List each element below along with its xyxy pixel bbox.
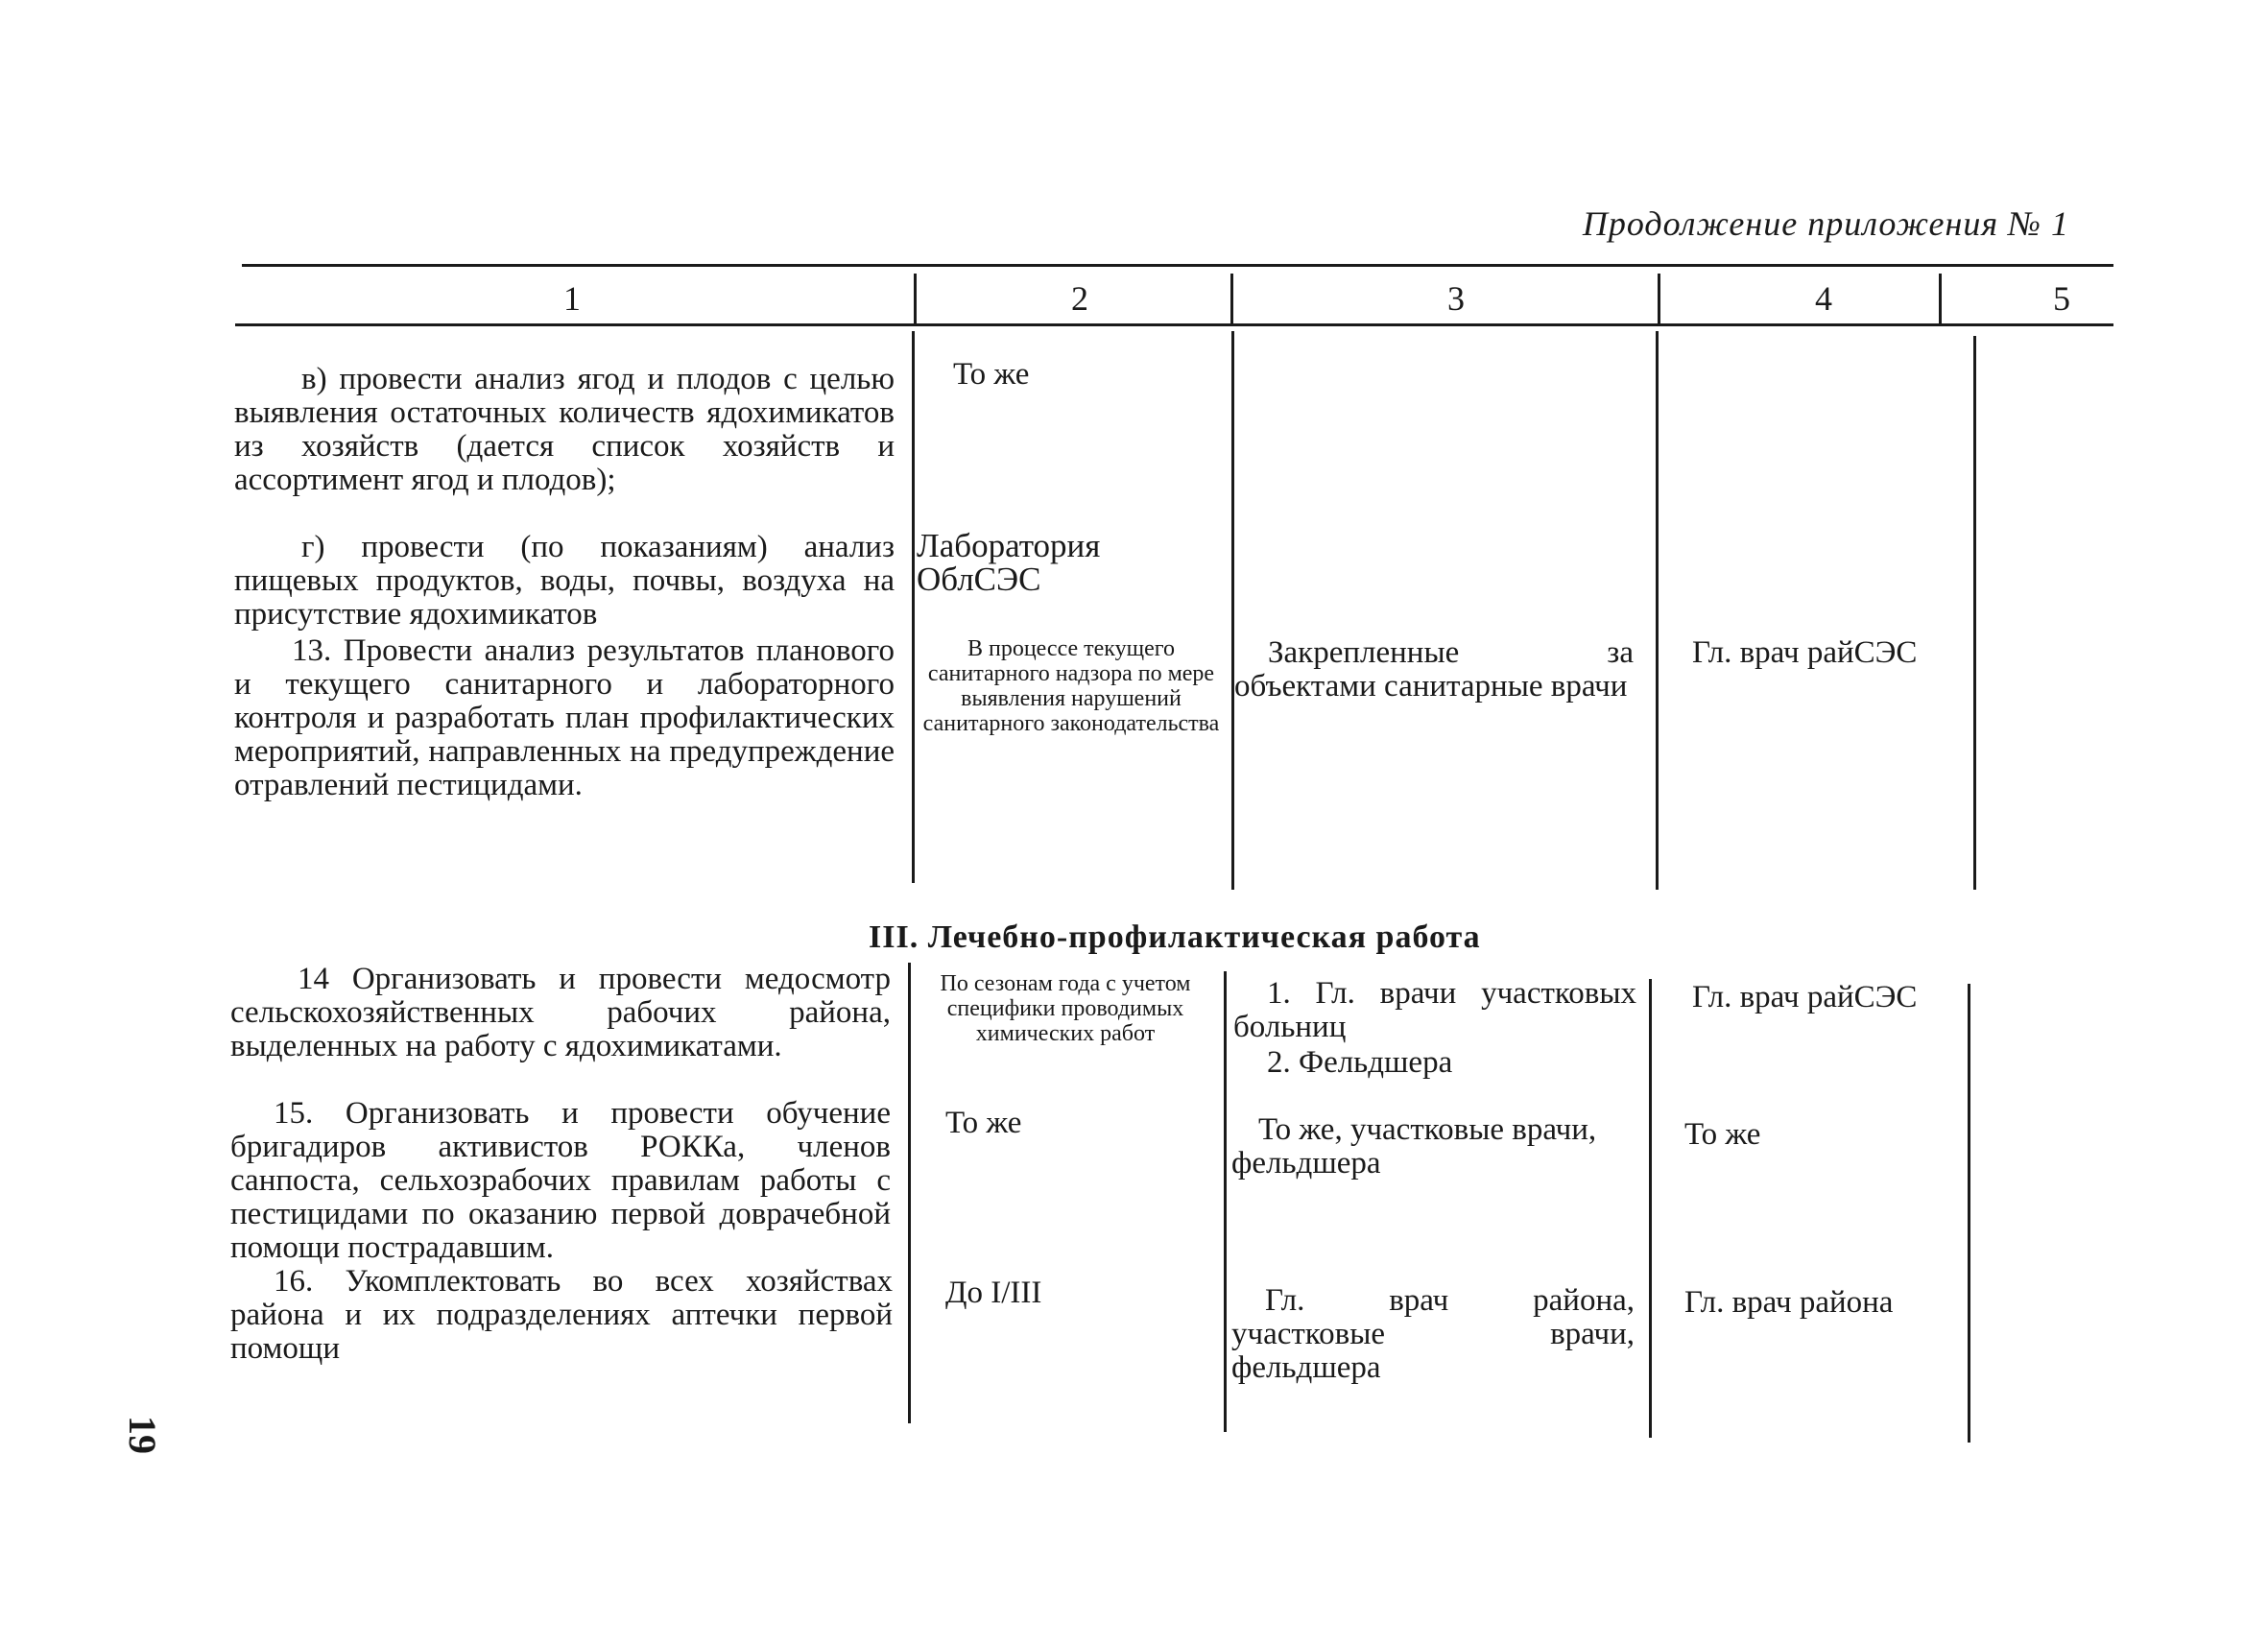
part1-divider-3	[1656, 331, 1659, 890]
row-16-control: Гл. врач района	[1684, 1285, 1894, 1320]
row-13-term: В процессе текущего санитарного надзора по мере выявления нарушений санитарного законодательства	[922, 636, 1220, 736]
row-14-responsible-1: 1. Гл. врачи участковых больниц	[1233, 976, 1636, 1044]
row-13-responsible: Закрепленные за объектами санитарные врачи	[1234, 635, 1634, 704]
row-13-control: Гл. врач райСЭС	[1692, 635, 1918, 670]
section-title: III. Лечебно-профилактическая работа	[869, 919, 1481, 955]
row-15-term: То же	[945, 1106, 1022, 1140]
row-14-term: По сезонам года с учетом специфики проводимых химических работ	[940, 971, 1191, 1046]
row-a-task: в) провести анализ ягод и плодов с целью выявления остаточных количеств ядохимикатов из хозяйств (дается список хозяйств и ассортимент ягод и плодов);	[234, 362, 895, 497]
part1-divider-2	[1231, 331, 1234, 890]
column-number-5: 5	[2053, 279, 2070, 318]
row-15-responsible: То же, участковые врачи, фельдшера	[1231, 1112, 1597, 1181]
table-header-rule	[235, 323, 2113, 326]
row-b-task: г) провести (по показаниям) анализ пищевых продуктов, воды, почвы, воздуха на присутствие ядохимикатов	[234, 530, 895, 632]
part2-divider-3	[1649, 979, 1652, 1438]
row-14-task: 14 Организовать и провести медосмотр сельскохозяйственных рабочих района, выделенных на работу с ядохимикатами.	[230, 962, 891, 1063]
running-head: Продолжение приложения № 1	[1582, 204, 2069, 243]
row-15-control: То же	[1684, 1117, 1761, 1152]
row-16-task: 16. Укомплектовать во всех хозяйствах района и их подразделениях аптечки первой помощи	[230, 1264, 893, 1366]
row-a-term: То же	[953, 357, 1030, 392]
header-divider-4	[1939, 274, 1942, 323]
header-divider-2	[1230, 274, 1233, 323]
column-number-1: 1	[563, 279, 581, 318]
row-13-task: 13. Провести анализ результатов планового и текущего санитарного и лабораторного контроля и разработать план профилактических мероприятий, направленных на предупреждение отравлений пестицидами.	[234, 633, 895, 802]
row-14-control: Гл. врач райСЭС	[1692, 980, 1918, 1014]
page-number: 19	[121, 1416, 164, 1454]
column-number-3: 3	[1447, 279, 1465, 318]
row-15-task: 15. Организовать и провести обучение бригадиров активистов РОККа, членов санпоста, сельхозрабочих правилам работы с пестицидами по оказанию первой доврачебной помощи пострадавшим.	[230, 1096, 891, 1265]
part1-divider-1	[912, 331, 915, 883]
table-top-rule	[242, 264, 2113, 267]
part2-divider-4	[1968, 984, 1970, 1443]
column-number-4: 4	[1815, 279, 1832, 318]
row-14-responsible	[1233, 977, 1636, 1080]
part1-divider-4	[1973, 336, 1976, 890]
part2-divider-2	[1224, 971, 1227, 1432]
part2-divider-1	[908, 963, 911, 1423]
row-16-responsible: Гл. врач района, участковые врачи, фельдшера	[1231, 1283, 1635, 1385]
header-divider-1	[914, 274, 917, 323]
row-b-term: Лаборатория ОблСЭС	[917, 527, 1101, 598]
row-16-term: До I/III	[945, 1276, 1042, 1310]
header-divider-3	[1658, 274, 1660, 323]
column-number-2: 2	[1071, 279, 1088, 318]
row-14-responsible-2: 2. Фельдшера	[1267, 1045, 1453, 1080]
